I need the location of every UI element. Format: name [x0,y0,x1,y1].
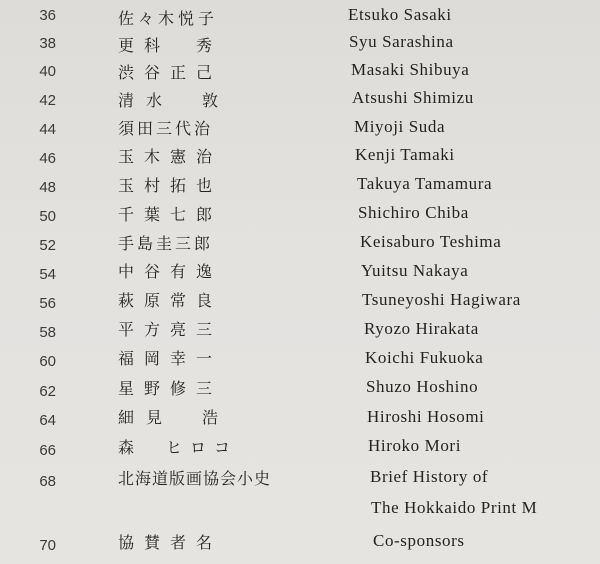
toc-entry [0,317,600,346]
page-number: 52 [39,237,56,254]
romanized-name: Shichiro Chiba [358,203,469,222]
romanized-name: Tsuneyoshi Hagiwara [362,290,521,309]
toc-entry [0,58,600,87]
japanese-name: 更科 秀 [118,36,223,55]
page-number: 42 [39,92,56,109]
romanized-name: The Hokkaido Print M [371,498,538,517]
romanized-name: Kenji Tamaki [355,145,455,164]
romanized-name: Miyoji Suda [354,117,446,136]
japanese-name: 福岡幸一 [118,349,223,368]
page-number: 70 [39,537,56,554]
page-number: 46 [39,150,56,167]
japanese-name: 森 ヒロコ [118,438,239,457]
romanized-name: Yuitsu Nakaya [361,261,469,280]
japanese-name: 玉村拓也 [118,176,223,195]
japanese-name: 星野修三 [118,379,223,398]
page-number: 58 [39,324,56,341]
page-number: 44 [39,121,56,138]
toc-entry [0,463,600,492]
toc-entry [0,87,600,116]
toc-entry [0,346,600,375]
japanese-name: 北海道版画協会小史 [118,469,272,488]
japanese-name: 中谷有逸 [118,262,223,281]
romanized-name: Takuya Tamamura [357,174,493,193]
toc-entry [0,433,600,462]
page-number: 60 [39,353,56,370]
japanese-name: 清水 敦 [118,91,231,110]
romanized-name: Ryozo Hirakata [364,319,479,338]
japanese-name: 平方亮三 [118,320,223,339]
romanized-name: Shuzo Hoshino [366,377,479,396]
japanese-name: 千葉七郎 [118,205,223,224]
romanized-name: Syu Sarashina [349,32,454,51]
toc-entry [0,375,600,404]
page-number: 62 [39,383,56,400]
toc-entry [0,259,600,288]
toc-entry [0,116,600,145]
romanized-name: Co-sponsors [373,531,465,550]
romanized-name: Brief History of [370,467,489,486]
toc-entry [0,404,600,433]
romanized-name: Atsushi Shimizu [352,88,474,107]
japanese-name: 佐々木悦子 [118,9,219,28]
romanized-name: Hiroshi Hosomi [367,407,485,426]
japanese-name: 渋谷正己 [118,63,223,82]
japanese-name: 協賛者名 [118,533,223,552]
page-number: 56 [39,295,56,312]
romanized-name: Masaki Shibuya [351,60,470,79]
toc-entry [0,526,600,555]
page-number: 68 [39,473,56,490]
toc-entry [0,231,600,260]
romanized-name: Hiroko Mori [368,436,462,455]
japanese-name: 細見 浩 [118,408,231,427]
toc-entry [0,30,600,59]
toc-entry [0,173,600,202]
romanized-name: Etsuko Sasaki [348,5,452,24]
page-number: 38 [39,35,56,52]
page-number: 40 [39,63,56,80]
page-number: 64 [39,412,56,429]
page-number: 50 [39,208,56,225]
japanese-name: 萩原常良 [118,291,223,310]
page-number: 36 [39,7,56,24]
romanized-name: Keisaburo Teshima [360,232,502,251]
romanized-name: Koichi Fukuoka [365,348,484,367]
japanese-name: 手島圭三郎 [118,234,214,253]
toc-entry [0,288,600,317]
japanese-name: 須田三代治 [118,119,214,138]
page-number: 48 [39,179,56,196]
page-number: 66 [39,442,56,459]
toc-entry [0,144,600,173]
toc-entry [0,202,600,231]
toc-entry [0,493,600,522]
japanese-name: 玉木憲治 [118,147,223,166]
page-number: 54 [39,266,56,283]
toc-entry [0,2,600,31]
